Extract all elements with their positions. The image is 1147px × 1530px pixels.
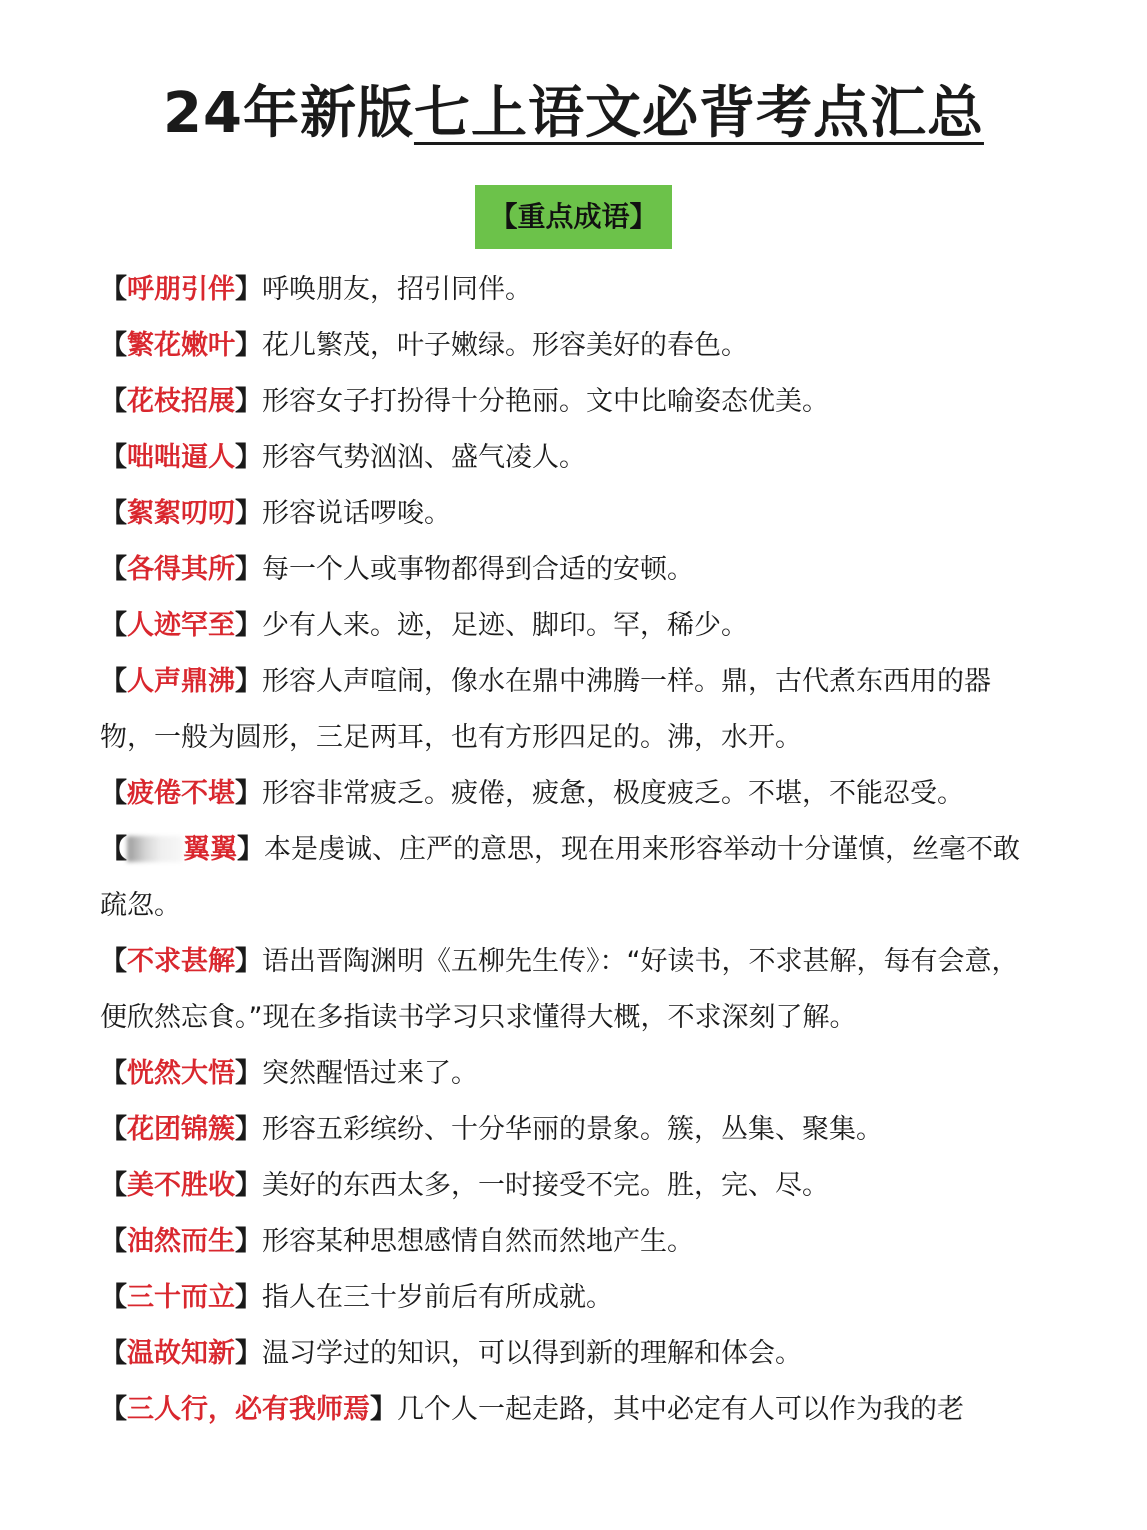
idiom-entry [100,1046,1040,1102]
idiom-definition: 温习学过的知识，可以得到新的理解和体会。 [262,1338,802,1369]
idiom-definition: 形容女子打扮得十分艳丽。文中比喻姿态优美。 [262,386,829,417]
idiom-definition: 少有人来。迹，足迹、脚印。罕，稀少。 [262,610,748,641]
idiom-entry [100,934,1040,1046]
idiom-list [100,262,1040,1438]
idiom-definition: 形容人声喧闹，像水在鼎中沸腾一样。鼎，古代煮东西用的器物，一般为圆形，三足两耳，也有方形四足的。沸，水开。 [100,666,991,753]
idiom-entry [100,1270,1040,1326]
section-badge: 【重点成语】 [475,185,672,249]
idiom-term: 【咄咄逼人】 [100,442,262,473]
idiom-definition: 语出晋陶渊明《五柳先生传》：“好读书，不求甚解，每有会意，便欣然忘食。”现在多指读书学习只求懂得大概，不求深刻了解。 [100,946,1019,1033]
idiom-term: 【美不胜收】 [100,1170,262,1201]
idiom-term: 【疲倦不堪】 [100,778,262,809]
idiom-term: 【油然而生】 [100,1226,262,1257]
idiom-entry [100,1326,1040,1382]
idiom-entry [100,766,1040,822]
idiom-entry [100,654,1040,766]
idiom-definition: 美好的东西太多，一时接受不完。胜，完、尽。 [262,1170,829,1201]
idiom-definition: 本是虔诚、庄严的意思，现在用来形容举动十分谨慎，丝毫不敢疏忽。 [100,834,1020,921]
idiom-definition: 形容气势汹汹、盛气凌人。 [262,442,586,473]
idiom-term: 【 翼翼】 [100,834,264,865]
idiom-term: 【不求甚解】 [100,946,262,977]
idiom-definition: 指人在三十岁前后有所成就。 [262,1282,613,1313]
idiom-definition: 每一个人或事物都得到合适的安顿。 [262,554,694,585]
idiom-term: 【人迹罕至】 [100,610,262,641]
idiom-term: 【花枝招展】 [100,386,262,417]
idiom-entry [100,542,1040,598]
idiom-term: 【三人行，必有我师焉】 [100,1394,397,1425]
page-title [0,78,1147,150]
idiom-entry [100,262,1040,318]
idiom-definition: 突然醒悟过来了。 [262,1058,478,1089]
idiom-entry [100,1102,1040,1158]
title-underlined: 七上语文必背考点汇总 [413,81,984,146]
idiom-definition: 几个人一起走路，其中必定有人可以作为我的老 [397,1394,964,1425]
idiom-entry [100,374,1040,430]
idiom-term: 【三十而立】 [100,1282,262,1313]
idiom-definition: 形容某种思想感情自然而然地产生。 [262,1226,694,1257]
idiom-definition: 呼唤朋友，招引同伴。 [262,274,532,305]
idiom-entry [100,1382,1040,1438]
idiom-term: 【温故知新】 [100,1338,262,1369]
idiom-term: 【絮絮叨叨】 [100,498,262,529]
idiom-term: 【花团锦簇】 [100,1114,262,1145]
idiom-term: 【恍然大悟】 [100,1058,262,1089]
idiom-definition: 形容说话啰唆。 [262,498,451,529]
idiom-entry [100,822,1040,934]
idiom-definition: 形容非常疲乏。疲倦，疲惫，极度疲乏。不堪，不能忍受。 [262,778,964,809]
idiom-entry [100,1158,1040,1214]
idiom-term: 【呼朋引伴】 [100,274,262,305]
idiom-entry [100,430,1040,486]
idiom-entry [100,318,1040,374]
idiom-term: 【繁花嫩叶】 [100,330,262,361]
idiom-term: 【各得其所】 [100,554,262,585]
idiom-entry [100,1214,1040,1270]
title-prefix: 24年新版 [163,81,414,146]
idiom-definition: 花儿繁茂，叶子嫩绿。形容美好的春色。 [262,330,748,361]
idiom-definition: 形容五彩缤纷、十分华丽的景象。簇，丛集、聚集。 [262,1114,883,1145]
idiom-entry [100,486,1040,542]
idiom-term: 【人声鼎沸】 [100,666,262,697]
redaction-blur [127,836,183,862]
idiom-entry [100,598,1040,654]
